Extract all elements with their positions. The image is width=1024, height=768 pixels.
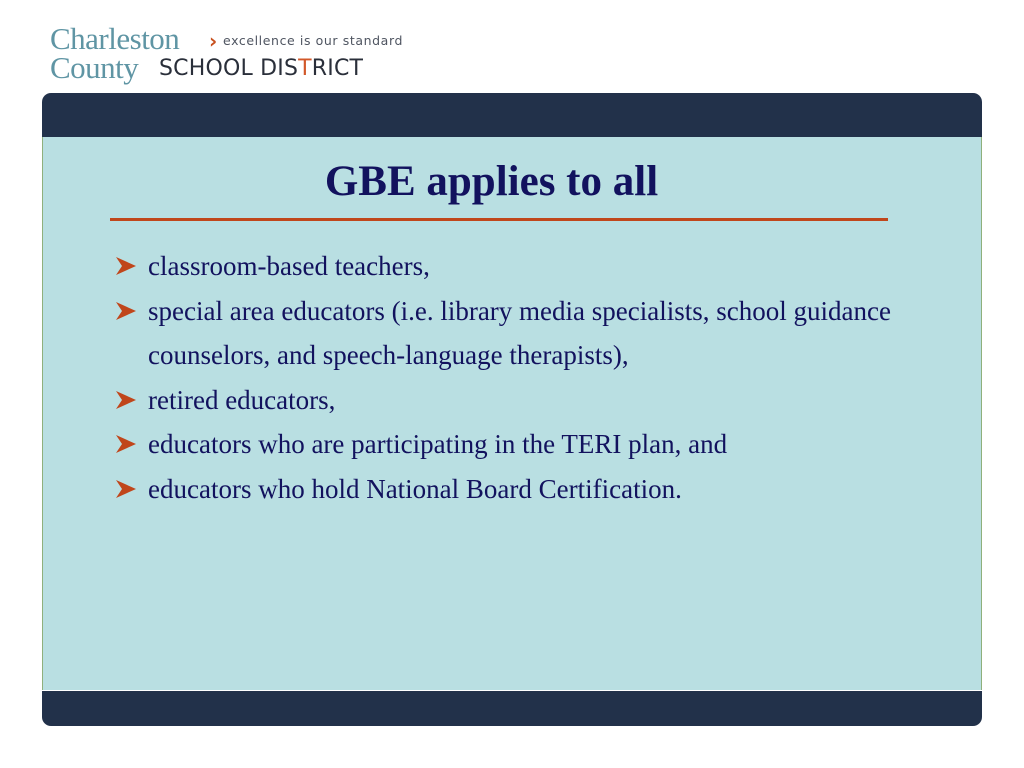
logo-word-charleston: Charleston [50, 21, 180, 56]
bullet-text: educators who hold National Board Certification. [148, 473, 682, 504]
right-arrow-bullet-icon [115, 467, 139, 511]
right-arrow-bullet-icon [115, 289, 139, 333]
logo-sd-highlight: T [298, 56, 312, 81]
chevron-right-icon: › [209, 29, 218, 53]
district-logo [50, 22, 430, 84]
bullet-text: retired educators, [148, 384, 336, 415]
logo-school-district [159, 57, 363, 81]
bullet-list [115, 244, 945, 511]
slide-bottom-bar [42, 691, 982, 726]
right-arrow-bullet-icon [115, 378, 139, 422]
right-arrow-bullet-icon [115, 422, 139, 466]
right-arrow-bullet-icon [115, 244, 139, 288]
logo-sd-part2: RICT [311, 56, 364, 81]
bullet-item [115, 467, 945, 512]
bullet-item [115, 378, 945, 423]
bullet-text: special area educators (i.e. library media specialists, school guidance counselors, and speech-language therapists), [148, 295, 891, 370]
bullet-item [115, 289, 945, 378]
bullet-item [115, 244, 945, 289]
bullet-text: classroom-based teachers, [148, 251, 430, 281]
logo-sd-part1: SCHOOL DIS [159, 56, 299, 81]
slide-title: GBE applies to all [324, 158, 659, 205]
bullet-text: educators who are participating in the TERI plan, and [148, 429, 728, 459]
bullet-item [115, 422, 945, 467]
title-divider [110, 218, 888, 221]
slide-top-bar [42, 93, 982, 137]
logo-word-county: County [50, 50, 139, 85]
logo-tagline: excellence is our standard [223, 33, 403, 48]
